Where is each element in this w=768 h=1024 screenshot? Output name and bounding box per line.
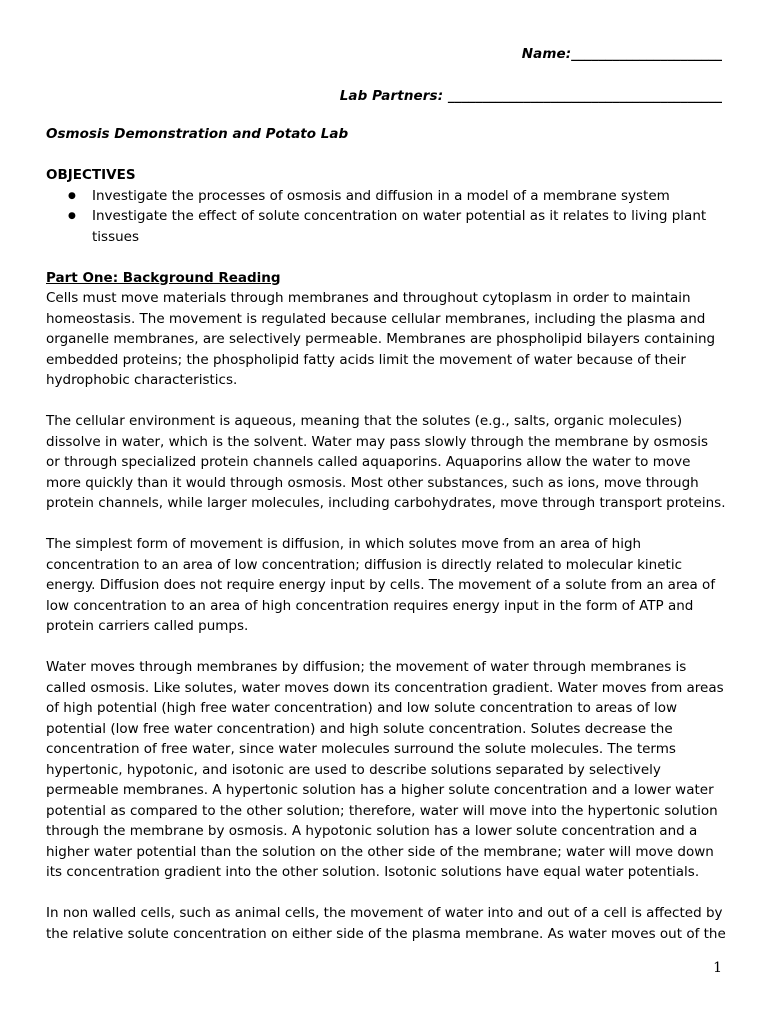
lab-partners-field-line: Lab Partners: ________________________________________ xyxy=(339,88,722,104)
page-number: 1 xyxy=(713,960,722,976)
background-paragraph: The simplest form of movement is diffusion, in which solutes move from an area of high concentration to an area of low concentration; diffusion is directly related to molecular kinetic energy. Diffusion does not require energy input by cells. The movement of a solute from an area of low concentration to an area of high concentration requires energy input in the form of ATP and protein carriers called pumps. xyxy=(46,536,716,634)
objective-item: ● Investigate the effect of solute concentration on water potential as it relates to living plant tissues xyxy=(92,206,726,247)
background-paragraph: The cellular environment is aqueous, meaning that the solutes (e.g., salts, organic molecules) dissolve in water, which is the solvent. Water may pass slowly through the membrane by osmosis or through specialized protein channels called aquaporins. Aquaporins allow the water to move more quickly than it would through osmosis. Most other substances, such as ions, move through protein channels, while larger molecules, including carbohydrates, move through transport proteins. xyxy=(46,413,726,511)
document-title: Osmosis Demonstration and Potato Lab xyxy=(46,126,349,142)
background-paragraph: In non walled cells, such as animal cells, the movement of water into and out of a cell is affected by the relative solute concentration on either side of the plasma membrane. As water moves out of the xyxy=(46,905,726,942)
objectives-heading: OBJECTIVES xyxy=(46,167,136,183)
part-one-heading: Part One: Background Reading xyxy=(46,269,281,286)
background-paragraph: Cells must move materials through membranes and throughout cytoplasm in order to maintain homeostasis. The movement is regulated because cellular membranes, including the plasma and organelle membranes, are selectively permeable. Membranes are phospholipid bilayers containing embedded proteins; the phospholipid fatty acids limit the movement of water because of their hydrophobic characteristics. xyxy=(46,290,716,388)
document-body xyxy=(46,124,726,965)
name-field-line: Name:______________________ xyxy=(521,46,722,62)
objectives-list xyxy=(46,186,726,248)
objective-item: ● Investigate the processes of osmosis and diffusion in a model of a membrane system xyxy=(92,186,726,207)
background-paragraph: Water moves through membranes by diffusion; the movement of water through membranes is called osmosis. Like solutes, water moves down its concentration gradient. Water moves from areas of high potential (high free water concentration) and low solute concentration to areas of low potential (low free water concentration) and high solute concentration. Solutes decrease the concentration of free water, since water molecules surround the solute molecules. The terms hypertonic, hypotonic, and isotonic are used to describe solutions separated by selectively permeable membranes. A hypertonic solution has a higher solute concentration and a lower water potential as compared to the other solution; therefore, water will move into the hypertonic solution through the membrane by osmosis. A hypotonic solution has a lower solute concentration and a higher water potential than the solution on the other side of the membrane; water will move down its concentration gradient into the other solution. Isotonic solutions have equal water potentials. xyxy=(46,659,724,880)
